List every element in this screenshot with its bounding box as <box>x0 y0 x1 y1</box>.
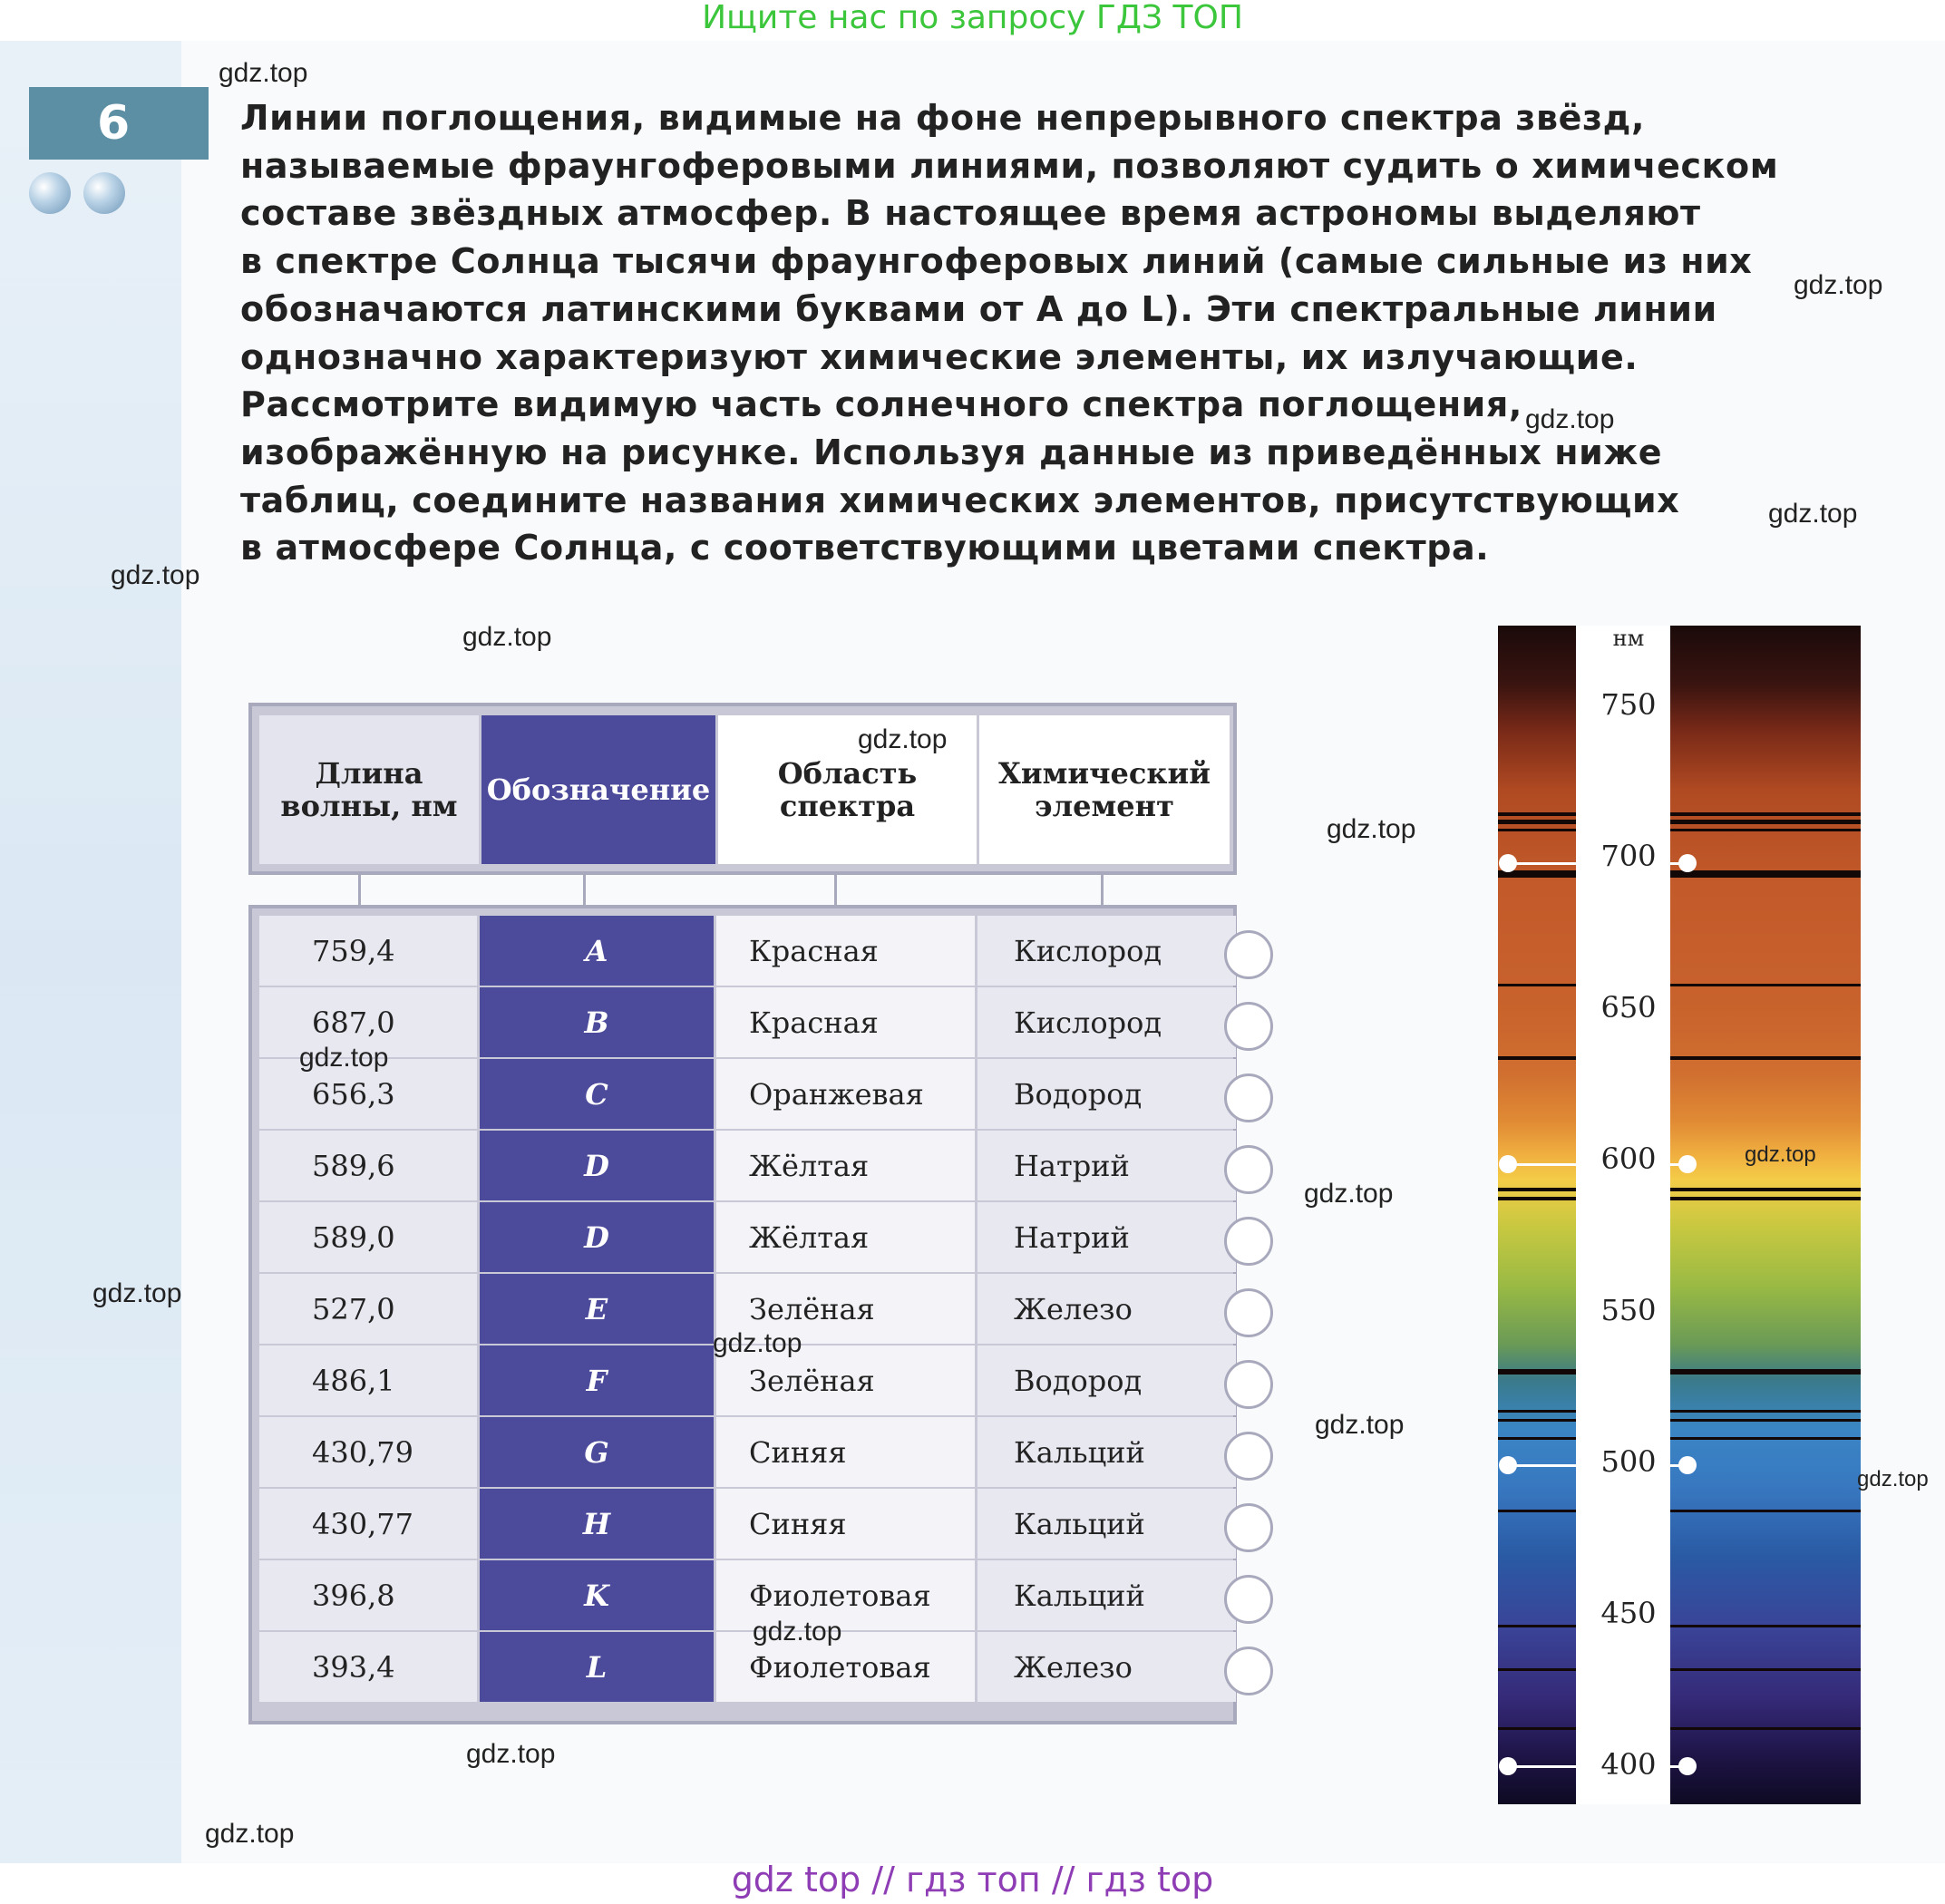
cell-wavelength: 396,8 <box>259 1560 477 1630</box>
task-line: составе звёздных атмосфер. В настоящее время астрономы выделяют <box>240 193 1701 234</box>
watermark: gdz.top <box>92 1278 182 1308</box>
scale-marker <box>1499 1155 1517 1173</box>
scale-marker <box>1678 1456 1697 1474</box>
absorption-line <box>1670 1437 1861 1440</box>
side-panel <box>0 41 181 1863</box>
absorption-line <box>1670 984 1861 986</box>
cell-letter: A <box>480 916 714 986</box>
absorption-line <box>1670 820 1861 824</box>
watermark: gdz.top <box>1327 814 1416 844</box>
watermark: gdz.top <box>1794 270 1883 300</box>
absorption-line <box>1670 1369 1861 1375</box>
watermark: gdz.top <box>1745 1142 1816 1167</box>
table-row <box>259 916 1230 986</box>
cell-element: Натрий <box>977 1202 1236 1272</box>
absorption-line <box>1670 812 1861 816</box>
cell-element: Натрий <box>977 1131 1236 1200</box>
watermark: gdz.top <box>1315 1410 1405 1440</box>
connect-circle[interactable] <box>1224 1647 1273 1695</box>
cell-element: Водород <box>977 1345 1236 1415</box>
top-banner[interactable]: Ищите нас по запросу ГДЗ ТОП <box>702 0 1243 36</box>
cell-letter: H <box>480 1489 714 1559</box>
watermark: gdz.top <box>1857 1467 1929 1491</box>
task-text <box>240 94 1800 572</box>
cell-element: Железо <box>977 1632 1236 1702</box>
header-designation: Обозначение <box>481 715 715 864</box>
table-row <box>259 1560 1230 1630</box>
watermark: gdz.top <box>299 1043 389 1073</box>
absorption-line <box>1498 1369 1576 1375</box>
absorption-line <box>1498 1727 1576 1730</box>
table-row <box>259 1489 1230 1559</box>
absorption-line <box>1670 1668 1861 1671</box>
absorption-line <box>1670 1727 1861 1730</box>
watermark: gdz.top <box>1525 404 1615 434</box>
difficulty-ball-icon <box>29 172 71 214</box>
absorption-line <box>1498 1668 1576 1671</box>
cell-element: Кальций <box>977 1560 1236 1630</box>
cell-letter: B <box>480 987 714 1057</box>
watermark: gdz.top <box>111 560 200 590</box>
header-element: Химический элемент <box>979 715 1230 864</box>
watermark: gdz.top <box>858 724 948 754</box>
table-row <box>259 1417 1230 1487</box>
task-line: называемые фраунгоферовыми линиями, позволяют судить о химическом <box>240 145 1779 186</box>
scale-label: 450 <box>1600 1596 1657 1630</box>
cell-region: Красная <box>716 916 975 986</box>
watermark: gdz.top <box>713 1328 802 1358</box>
absorption-line <box>1670 870 1861 878</box>
absorption-line <box>1670 1625 1861 1627</box>
watermark: gdz.top <box>466 1739 556 1769</box>
spectrum-strip-left <box>1498 626 1576 1804</box>
connect-circle[interactable] <box>1224 1575 1273 1624</box>
connect-circle[interactable] <box>1224 1145 1273 1194</box>
cell-letter: D <box>480 1202 714 1272</box>
cell-letter: D <box>480 1131 714 1200</box>
header-connector <box>583 875 586 905</box>
absorption-line <box>1498 820 1576 824</box>
cell-letter: G <box>480 1417 714 1487</box>
scale-marker <box>1508 1163 1590 1166</box>
scale-label: 700 <box>1600 839 1657 873</box>
absorption-line <box>1498 1188 1576 1191</box>
absorption-line <box>1670 1188 1861 1191</box>
cell-element: Кальций <box>977 1417 1236 1487</box>
connect-circle[interactable] <box>1224 1073 1273 1122</box>
absorption-line <box>1670 829 1861 831</box>
task-line: однозначно характеризуют химические элементы, их излучающие. <box>240 336 1639 377</box>
absorption-line <box>1498 1410 1576 1413</box>
table-body-frame <box>248 905 1237 1724</box>
cell-region: Зелёная <box>716 1274 975 1344</box>
scale-marker <box>1499 1757 1517 1775</box>
cell-element: Кальций <box>977 1489 1236 1559</box>
cell-wavelength: 430,77 <box>259 1489 477 1559</box>
task-line: Линии поглощения, видимые на фоне непрерывного спектра звёзд, <box>240 98 1645 138</box>
connect-circle[interactable] <box>1224 1432 1273 1481</box>
cell-wavelength: 589,0 <box>259 1202 477 1272</box>
scale-label: 550 <box>1600 1293 1657 1327</box>
absorption-line <box>1498 1197 1576 1200</box>
scale-label: 500 <box>1600 1444 1657 1479</box>
absorption-line <box>1670 1410 1861 1413</box>
cell-letter: L <box>480 1632 714 1702</box>
task-line: Рассмотрите видимую часть солнечного спектра поглощения, <box>240 384 1522 425</box>
cell-letter: K <box>480 1560 714 1630</box>
task-number-badge: 6 <box>29 87 209 160</box>
task-line: таблиц, соедините названия химических элементов, присутствующих <box>240 480 1680 520</box>
cell-wavelength: 430,79 <box>259 1417 477 1487</box>
scale-marker <box>1508 862 1590 865</box>
header-connector <box>358 875 361 905</box>
scale-marker <box>1678 1155 1697 1173</box>
task-line: в атмосфере Солнца, с соответствующими цветами спектра. <box>240 528 1490 568</box>
table-row <box>259 1202 1230 1272</box>
cell-wavelength: 656,3 <box>259 1059 477 1129</box>
task-line: в спектре Солнца тысячи фраунгоферовых линий (самые сильные из них <box>240 241 1753 282</box>
scale-label: 750 <box>1600 687 1657 722</box>
absorption-line <box>1498 1056 1576 1060</box>
cell-region: Зелёная <box>716 1345 975 1415</box>
scale-marker <box>1499 1456 1517 1474</box>
connect-circle[interactable] <box>1224 1288 1273 1337</box>
scale-label: 650 <box>1600 990 1657 1025</box>
bottom-banner[interactable]: gdz top // гдз топ // гдз top <box>731 1860 1214 1899</box>
scale-marker <box>1499 854 1517 872</box>
cell-region: Жёлтая <box>716 1202 975 1272</box>
cell-element: Кислород <box>977 916 1236 986</box>
watermark: gdz.top <box>1768 499 1858 529</box>
connect-circle[interactable] <box>1224 1360 1273 1409</box>
task-line: изображённую на рисунке. Используя данные из приведённых ниже <box>240 432 1663 472</box>
cell-wavelength: 527,0 <box>259 1274 477 1344</box>
cell-element: Железо <box>977 1274 1236 1344</box>
table-row <box>259 1131 1230 1200</box>
watermark: gdz.top <box>462 622 552 652</box>
connect-circle[interactable] <box>1224 1217 1273 1266</box>
absorption-line <box>1670 1056 1861 1060</box>
absorption-line <box>1498 1625 1576 1627</box>
cell-letter: E <box>480 1274 714 1344</box>
cell-region: Фиолетовая <box>716 1560 975 1630</box>
watermark: gdz.top <box>753 1617 842 1647</box>
cell-wavelength: 393,4 <box>259 1632 477 1702</box>
scale-marker <box>1678 1757 1697 1775</box>
cell-region: Жёлтая <box>716 1131 975 1200</box>
connect-circle[interactable] <box>1224 1002 1273 1051</box>
table-row <box>259 1059 1230 1129</box>
cell-letter: C <box>480 1059 714 1129</box>
absorption-line <box>1498 812 1576 816</box>
absorption-line <box>1498 829 1576 831</box>
cell-wavelength: 589,6 <box>259 1131 477 1200</box>
scale-marker <box>1508 1765 1590 1768</box>
absorption-line <box>1498 1510 1576 1512</box>
absorption-line <box>1670 1197 1861 1200</box>
absorption-line <box>1498 1419 1576 1422</box>
task-line: обозначаются латинскими буквами от A до L). Эти спектральные линии <box>240 288 1717 329</box>
table-row <box>259 1632 1230 1702</box>
spectrum-strip-right <box>1670 626 1861 1804</box>
header-wavelength: Длина волны, нм <box>259 715 479 864</box>
scale-marker <box>1508 1464 1590 1467</box>
header-region: Область спектра <box>718 715 977 864</box>
cell-wavelength: 759,4 <box>259 916 477 986</box>
cell-wavelength: 486,1 <box>259 1345 477 1415</box>
cell-region: Синяя <box>716 1417 975 1487</box>
absorption-line <box>1670 1510 1861 1512</box>
watermark: gdz.top <box>219 58 308 88</box>
scale-label: 400 <box>1600 1747 1657 1782</box>
absorption-line <box>1670 1419 1861 1422</box>
table-row <box>259 987 1230 1057</box>
watermark: gdz.top <box>205 1819 295 1849</box>
watermark: gdz.top <box>1304 1179 1394 1209</box>
scale-marker <box>1678 854 1697 872</box>
cell-region: Красная <box>716 987 975 1057</box>
cell-wavelength: 687,0 <box>259 987 477 1057</box>
header-connector <box>834 875 837 905</box>
cell-region: Синяя <box>716 1489 975 1559</box>
scale-unit: нм <box>1612 626 1645 651</box>
connect-circle[interactable] <box>1224 930 1273 979</box>
cell-element: Водород <box>977 1059 1236 1129</box>
absorption-line <box>1498 1437 1576 1440</box>
table-header-frame <box>248 703 1237 875</box>
cell-letter: F <box>480 1345 714 1415</box>
scale-label: 600 <box>1600 1141 1657 1176</box>
cell-region: Оранжевая <box>716 1059 975 1129</box>
cell-element: Кислород <box>977 987 1236 1057</box>
header-connector <box>1101 875 1104 905</box>
connect-circle[interactable] <box>1224 1503 1273 1552</box>
difficulty-ball-icon <box>83 172 125 214</box>
absorption-line <box>1498 984 1576 986</box>
cell-region: Фиолетовая <box>716 1632 975 1702</box>
